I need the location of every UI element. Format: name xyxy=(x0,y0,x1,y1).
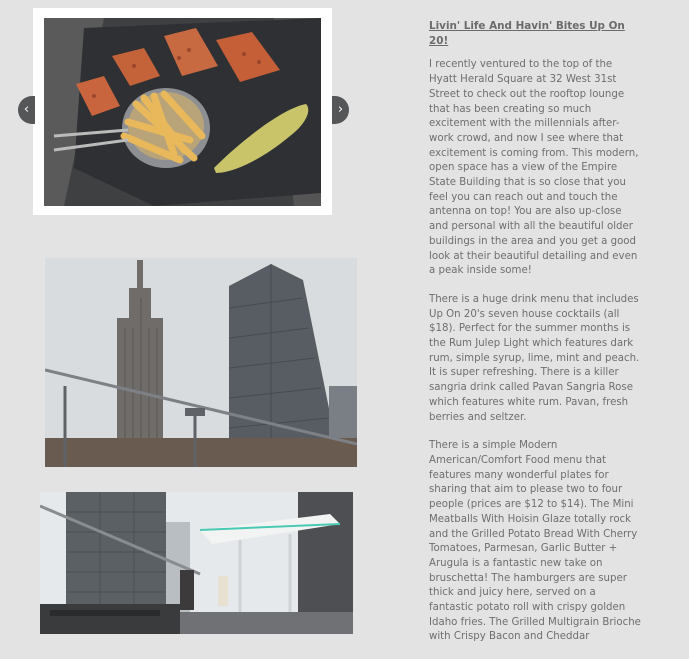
article-title-link[interactable]: Livin' Life And Havin' Bites Up On 20! xyxy=(429,20,625,47)
carousel-image-food-platter[interactable] xyxy=(44,18,321,206)
article xyxy=(429,19,642,659)
photo-rooftop-lounge xyxy=(40,492,353,634)
chevron-right-icon: › xyxy=(337,102,344,117)
article-paragraph: There is a simple Modern American/Comfort Food menu that features many wonderful plates for sharing that aim to please two to four people (prices are $12 to $14). The Mini Meatballs With Hoisin Glaze totally rock and the Grilled Potato Bread With Cherry Tomatoes, Parmesan, Garlic Butter + Arugula is a fantastic new take on bruschetta! The hamburgers are super thick and juicy here, served on a fantastic potato roll with crispy golden Idaho fries. The Grilled Multigrain Brioche with Crispy Bacon and Cheddar xyxy=(429,440,641,643)
article-paragraph: There is a huge drink menu that includes Up On 20's seven house cocktails (all $18). Perfect for the summer months is the Rum Julep Light which features dark rum, simple syrup, lime, mint and peach. It is super refreshing. There is a killer sangria drink called Pavan Sangria Rose which features white rum. Pavan, fresh berries and seltzer. xyxy=(429,293,640,423)
chevron-left-icon: ‹ xyxy=(23,102,30,117)
photo-empire-state-view xyxy=(45,258,357,467)
carousel-next-button[interactable] xyxy=(332,96,349,124)
article-paragraph: I recently ventured to the top of the Hyatt Herald Square at 32 West 31st Street to check out the rooftop lounge that has been creating so much excitement with the millennials after-work crowd, and now I see where that excitement is coming from. This modern, open space has a view of the Empire State Building that is so close that you feel you can reach out and touch the antenna on top! You are also up-close and personal with all the beautiful older buildings in the area and you get a good look at their beautiful detailing and even a peak inside some! xyxy=(429,59,639,277)
carousel-prev-button[interactable] xyxy=(18,96,35,124)
